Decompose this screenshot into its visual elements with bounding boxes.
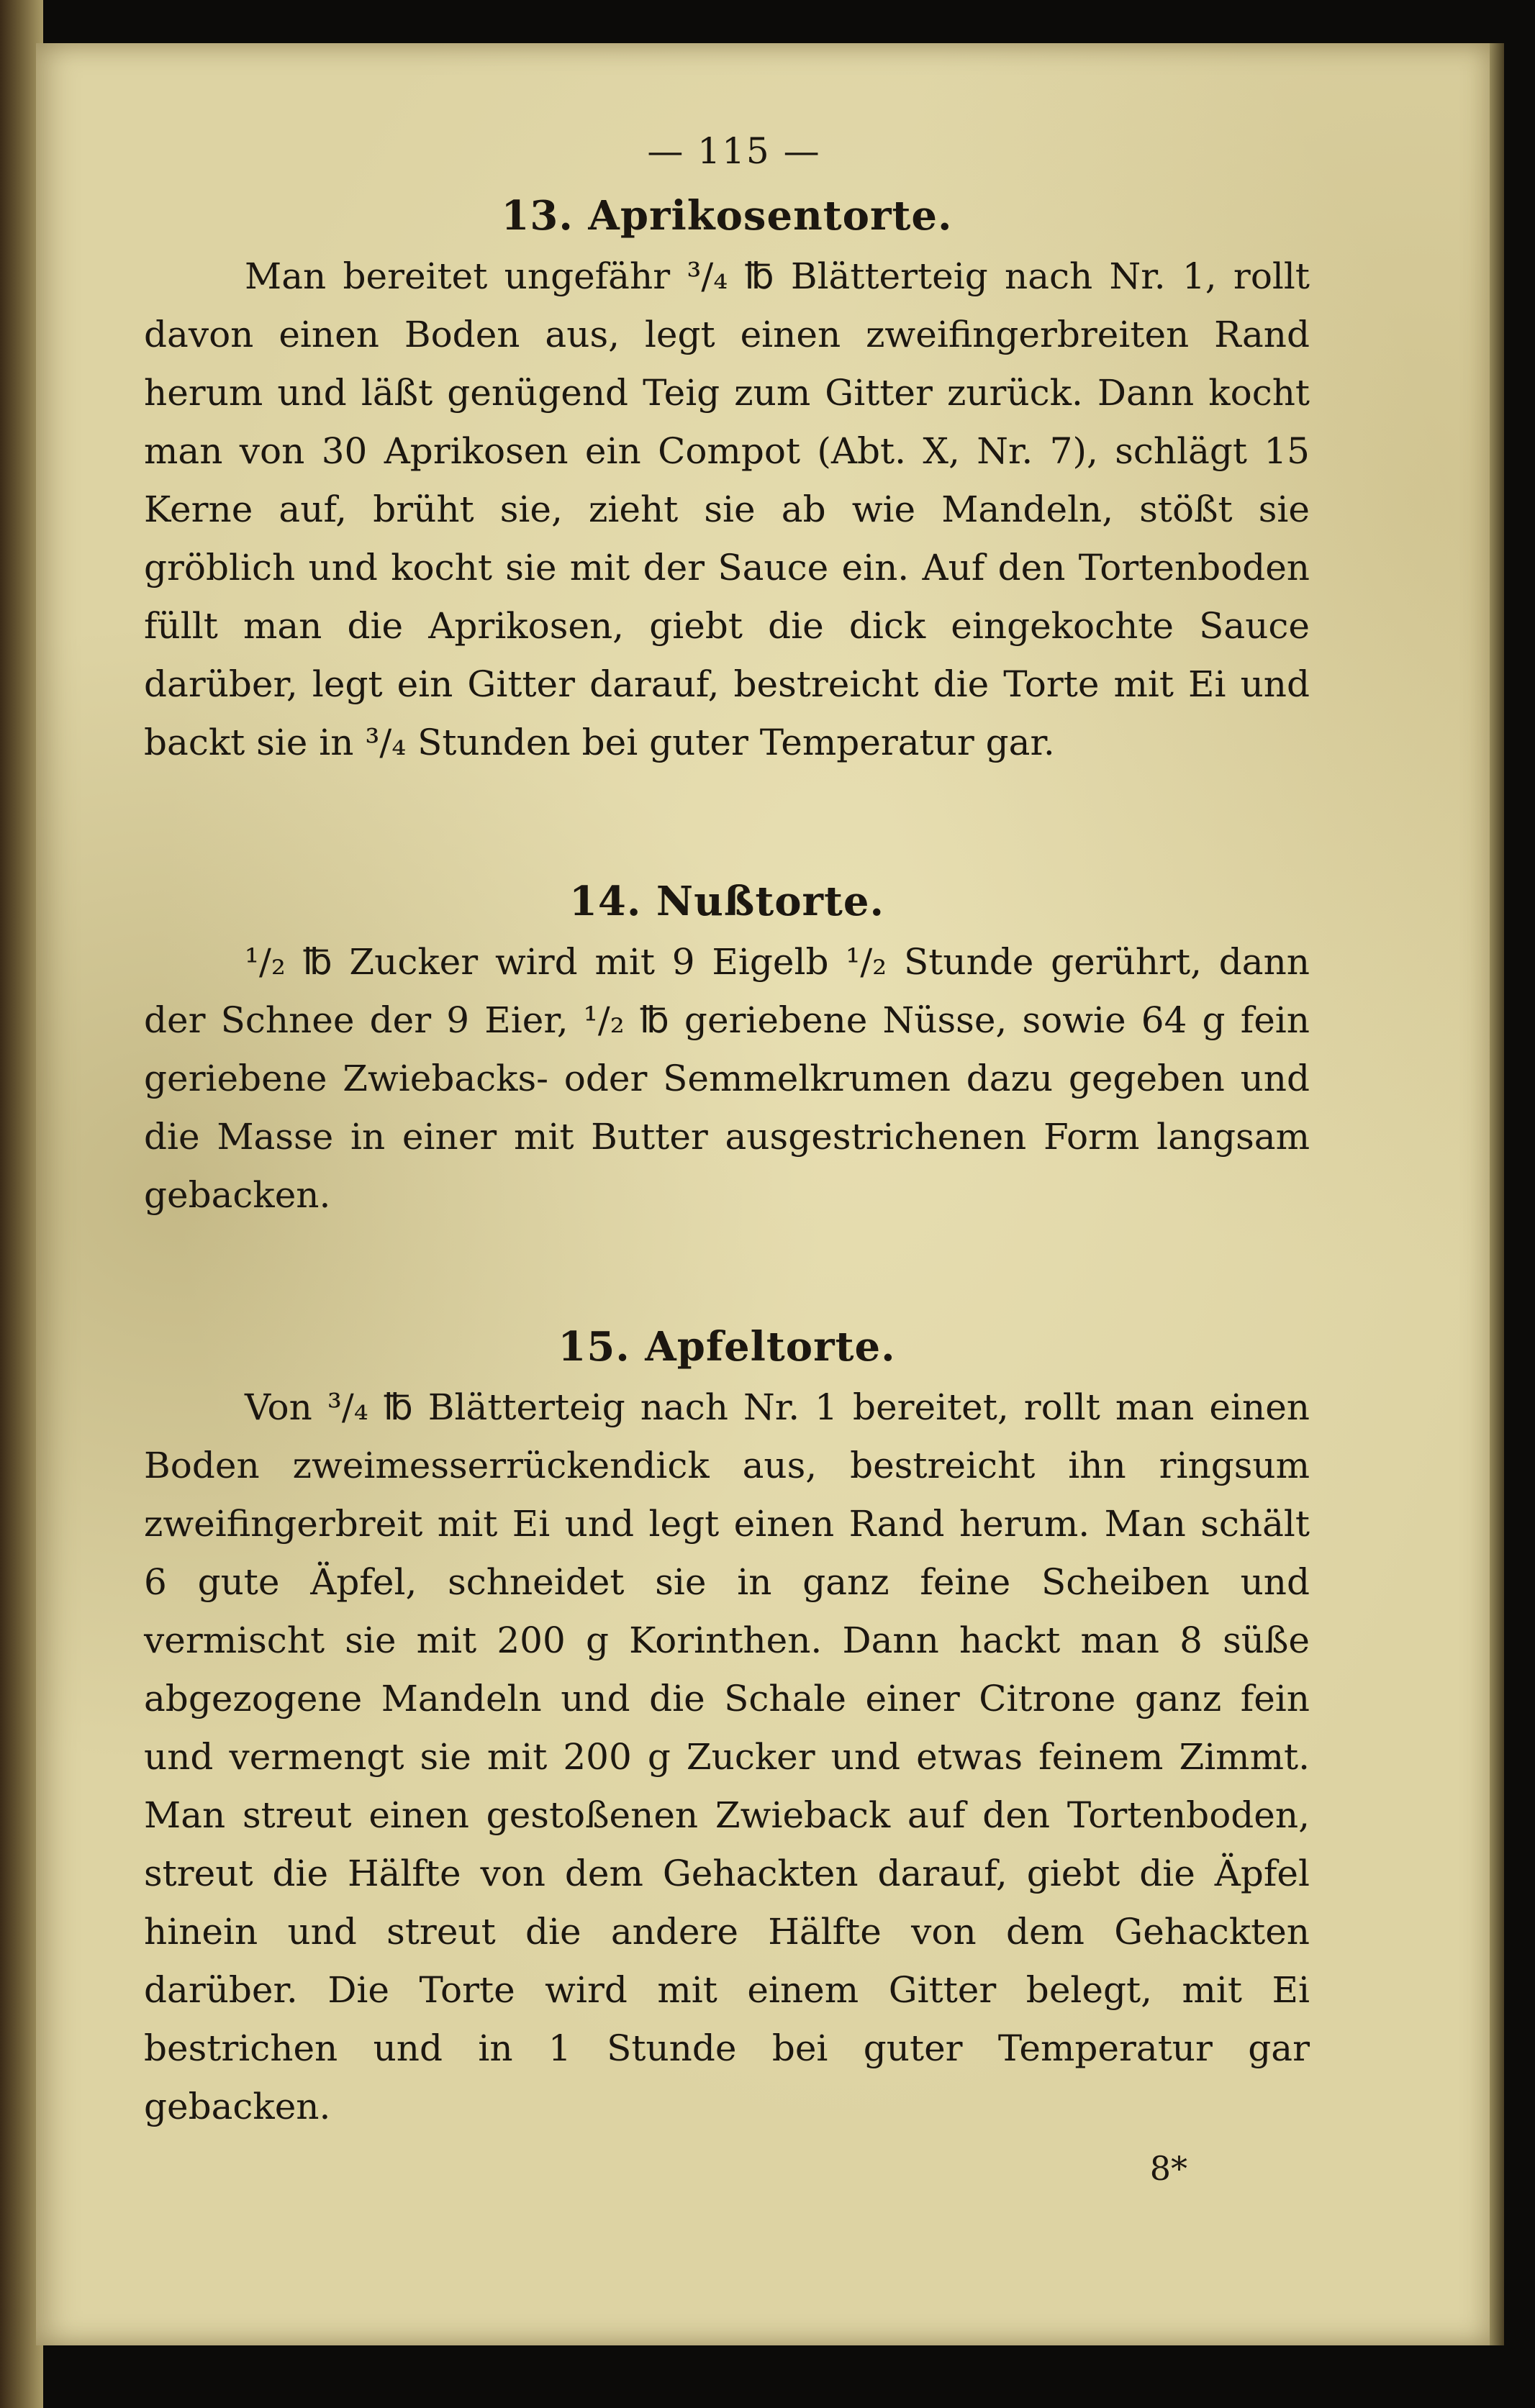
text-column (144, 122, 1310, 2194)
recipe-text-13: Man bereitet ungefähr ³/₄ ℔ Blätterteig nach Nr. 1, rollt davon einen Boden aus, legt einen zweifingerbreiten Rand herum und läßt genügend Teig zum Gitter zurück. Dann kocht man von 30 Aprikosen ein Compot (Abt. X, Nr. 7), schlägt 15 Kerne auf, brüht sie, zieht sie ab wie Mandeln, stößt sie gröblich und kocht sie mit der Sauce ein. Auf den Tortenboden füllt man die Aprikosen, giebt die dick eingekochte Sauce darüber, legt ein Gitter darauf, bestreicht die Torte mit Ei und backt sie in ³/₄ Stunden bei guter Temperatur gar. (144, 255, 1310, 763)
book-page (36, 43, 1490, 2345)
recipe-text-14: ¹/₂ ℔ Zucker wird mit 9 Eigelb ¹/₂ Stunde gerührt, dann der Schnee der 9 Eier, ¹/₂ ℔ geriebene Nüsse, sowie 64 g fein geriebene Zwiebacks- oder Semmelkrumen dazu gegeben und die Masse in einer mit Butter ausgestrichenen Form langsam gebacken. (144, 941, 1310, 1216)
recipe-text-15: Von ³/₄ ℔ Blätterteig nach Nr. 1 bereitet, rollt man einen Boden zweimesserrückendick aus, bestreicht ihn ringsum zweifingerbreit mit Ei und legt einen Rand herum. Man schält 6 gute Äpfel, schneidet sie in ganz feine Scheiben und vermischt sie mit 200 g Korinthen. Dann hackt man 8 süße abgezogene Mandeln und die Schale einer Citrone ganz fein und vermengt sie mit 200 g Zucker und etwas feinem Zimmt. Man streut einen gestoßenen Zwieback auf den Tortenboden, streut die Hälfte von dem Gehackten darauf, giebt die Äpfel hinein und streut die andere Hälfte von dem Gehackten darüber. Die Torte wird mit einem Gitter belegt, mit Ei bestrichen und in 1 Stunde bei guter Temperatur gar gebacken. (144, 1386, 1310, 2127)
printer-signature-mark: 8* (1149, 2149, 1187, 2188)
recipe-heading-14: 14. Nußtorte. (569, 878, 885, 925)
recipe-heading-15: 15. Apfeltorte. (558, 1323, 896, 1371)
page-number: — 115 — (647, 130, 821, 172)
recipe-heading-13: 13. Aprikosentorte. (501, 192, 953, 240)
